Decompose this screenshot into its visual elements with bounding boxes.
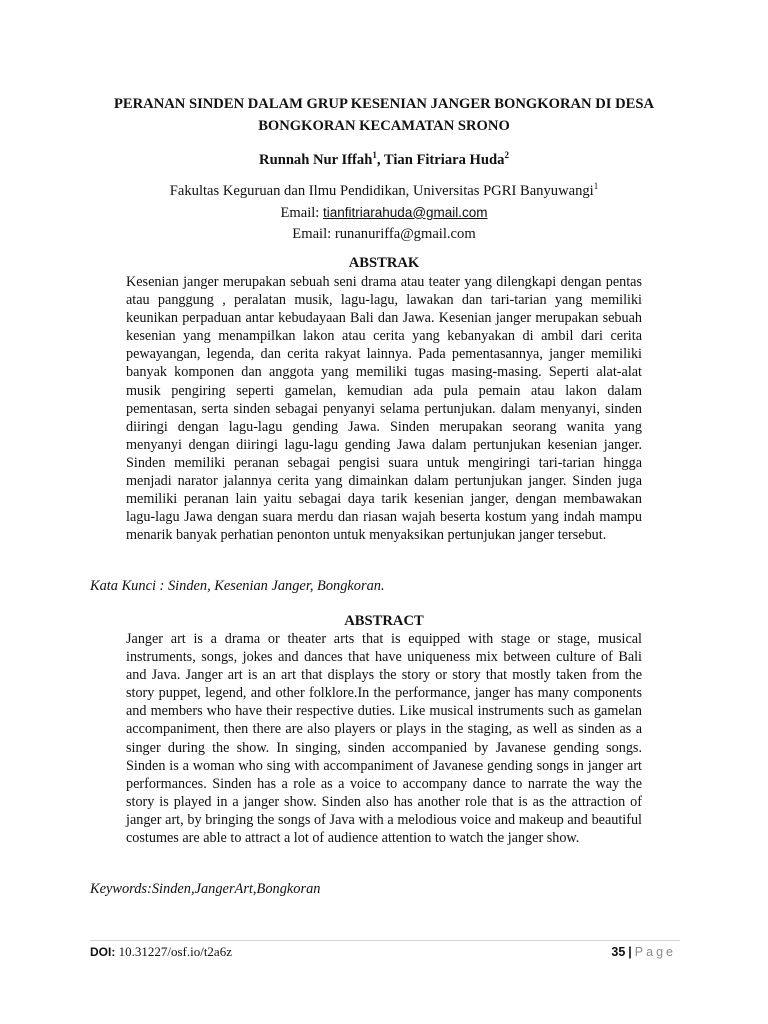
abstract-body: Janger art is a drama or theater arts that is equipped with stage or stage, musical instruments, songs, jokes and dances that have uniqueness mix between culture of Bali and Java. Janger art is an art that displays the story or story that mostly taken from the story puppet, legend, and other folklore.In the performance, janger has many components and members who have their respective duties. Like musical instruments such as gamelan accompaniment, then there are also players or plays in the staging, as well as sinden as a singer during the show. In singing, sinden accompanied by Javanese gending songs. Sinden is a woman who sing with accompaniment of Javanese gending songs in janger art performances. Sinden has a role as a voice to accompany dance to narrate the way the story is played in a janger show. Sinden also has another role that is as the attraction of janger art, by bringing the songs of Java with a melodious voice and makeup and beautiful costumes are able to attract a lot of audience attention to watch the janger show. [126, 631, 642, 847]
author-2-affiliation-mark: 2 [504, 150, 509, 160]
email-link-1[interactable]: tianfitriarahuda@gmail.com [323, 204, 488, 220]
page-number-footer [611, 944, 676, 960]
affiliation-text: Fakultas Keguruan dan Ilmu Pendidikan, Universitas PGRI Banyuwangi [169, 182, 594, 199]
author-list [90, 146, 678, 169]
doi-footer [90, 944, 232, 960]
page-number: 35 [611, 945, 626, 959]
author-separator: , [376, 151, 384, 168]
title-line-1: PERANAN SINDEN DALAM GRUP KESENIAN JANGER BONGKORAN DI DESA [113, 96, 655, 112]
doi-label: DOI: [90, 945, 116, 959]
email-line-2 [90, 224, 678, 245]
paper-title [90, 93, 678, 137]
email-text-2: runanuriffa@gmail.com [334, 225, 476, 242]
affiliation-line [90, 176, 678, 202]
author-1-affiliation-mark: 1 [372, 150, 377, 160]
affiliation-mark: 1 [593, 181, 599, 191]
abstrak-heading: ABSTRAK [348, 255, 420, 271]
title-line-2: BONGKORAN KECAMATAN SRONO [258, 118, 510, 134]
page-word: Page [634, 945, 676, 959]
author-name-2: Tian Fitriara Huda [383, 151, 505, 168]
author-name-1: Runnah Nur Iffah [259, 151, 373, 168]
affiliation-block [90, 176, 678, 245]
kata-kunci: Kata Kunci : Sinden, Kesenian Janger, Bongkoran. [90, 578, 385, 594]
abstrak-body: Kesenian janger merupakan sebuah seni drama atau teater yang dilengkapi dengan pentas atau panggung , peralatan musik, lagu-lagu, lawakan dan tari-tarian yang memiliki keunikan perpaduan antar kebudayaan Bali dan Jawa. Kesenian janger merupakan sebuah kesenian yang menampilkan lakon atau cerita yang kebanyakan di ambil dari cerita pewayangan, legenda, dan cerita rakyat lainnya. Pada pementasannya, janger memiliki banyak komponen dan anggota yang memiliki tugas masing-masing. Seperti alat-alat musik pengiring seperti gamelan, kemudian ada pula pemain atau lakon dalam pementasan, serta sinden sebagai penyanyi selama pertunjukan. dalam menyanyi, sinden diiringi dengan lagu-lagu gending Jawa. Sinden merupakan seorang wanita yang menyanyi dengan diiringi lagu-lagu gending Jawa dalam pertunjukan kesenian janger. Sinden memiliki peranan sebagai pengisi suara untuk mengiringi tari-tarian hingga menjadi narator jalannya cerita yang dimainkan dalam pertunjukan janger. Sinden juga memiliki peranan lain yaitu sebagai daya tarik kesenian janger, dengan membawakan lagu-lagu Jawa dengan suara merdu dan riasan wajah beserta kostum yang indah mampu menarik banyak perhatian penonton untuk menyaksikan pertunjukan janger tersebut. [126, 274, 642, 544]
footer-divider [90, 940, 680, 941]
page-separator: | [628, 945, 632, 959]
email-line-1 [90, 202, 678, 224]
doi-value: 10.31227/osf.io/t2a6z [118, 944, 232, 959]
email-label: Email: [280, 204, 324, 221]
abstract-heading: ABSTRACT [344, 613, 424, 629]
keywords: Keywords:Sinden,JangerArt,Bongkoran [90, 881, 321, 897]
email-label: Email: [292, 225, 335, 242]
